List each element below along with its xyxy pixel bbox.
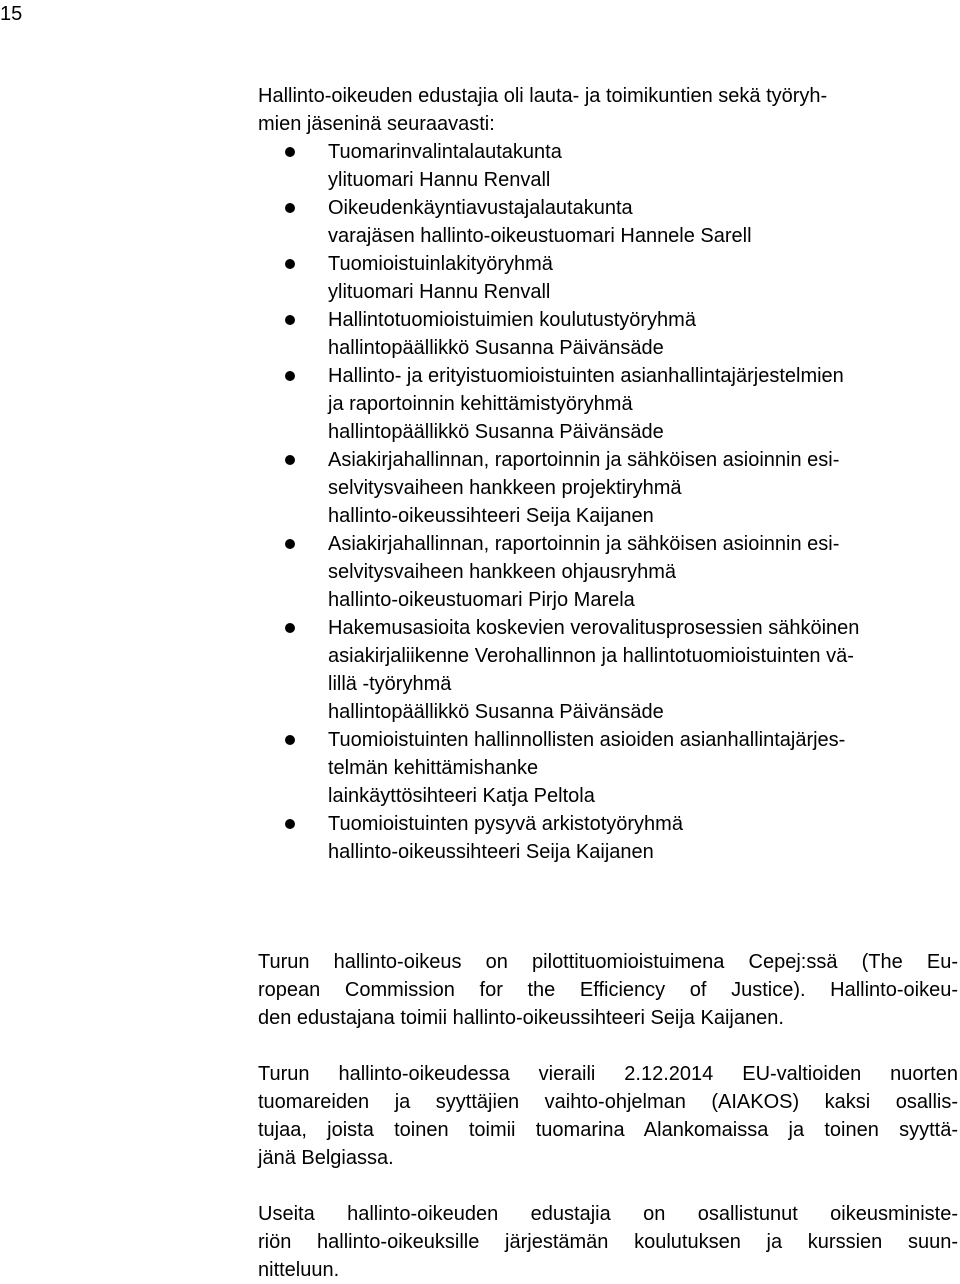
- bullet-icon: [285, 735, 295, 745]
- item-line: ja raportoinnin kehittämistyöryhmä: [328, 393, 633, 415]
- item-line: Oikeudenkäyntiavustajalautakunta: [328, 197, 633, 219]
- item-line: selvitysvaiheen hankkeen ohjausryhmä: [328, 561, 676, 583]
- item-line: selvitysvaiheen hankkeen projektiryhmä: [328, 477, 682, 499]
- bullet-icon: [285, 539, 295, 549]
- paragraph-line: Useita hallinto-oikeuden edustajia on osallistunut oikeusministe-: [258, 1203, 958, 1225]
- intro-line: Hallinto-oikeuden edustajia oli lauta- ja toimikuntien sekä työryh-: [258, 85, 828, 107]
- item-line: hallintopäällikkö Susanna Päivänsäde: [328, 421, 664, 443]
- paragraph-line: Turun hallinto-oikeus on pilottituomioistuimena Cepej:ssä (The Eu-: [258, 951, 958, 973]
- paragraph-line: nitteluun.: [258, 1259, 340, 1281]
- bullet-icon: [285, 455, 295, 465]
- paragraph-training: [258, 1200, 958, 1284]
- paragraph-spacer: [258, 1032, 958, 1060]
- list-item: [258, 446, 958, 530]
- list-item: [258, 194, 958, 250]
- item-line: Asiakirjahallinnan, raportoinnin ja sähköisen asioinnin esi-: [328, 449, 840, 471]
- item-line: asiakirjaliikenne Verohallinnon ja hallintotuomioistuinten vä-: [328, 645, 854, 667]
- bullet-icon: [285, 371, 295, 381]
- list-item: [258, 530, 958, 614]
- item-line: Hallinto- ja erityistuomioistuinten asianhallintajärjestelmien: [328, 365, 844, 387]
- paragraph-line: ropean Commission for the Efficiency of Justice). Hallinto-oikeu-: [258, 979, 958, 1001]
- paragraph-line: riön hallinto-oikeuksille järjestämän koulutuksen ja kurssien suun-: [258, 1231, 958, 1253]
- bullet-icon: [285, 623, 295, 633]
- item-line: lainkäyttösihteeri Katja Peltola: [328, 785, 595, 807]
- bullet-icon: [285, 315, 295, 325]
- paragraph-line: den edustajana toimii hallinto-oikeussihteeri Seija Kaijanen.: [258, 1007, 784, 1029]
- list-item: [258, 306, 958, 362]
- paragraph-line: Turun hallinto-oikeudessa vieraili 2.12.2014 EU-valtioiden nuorten: [258, 1063, 958, 1085]
- item-line: varajäsen hallinto-oikeustuomari Hannele Sarell: [328, 225, 752, 247]
- item-line: Tuomioistuinten pysyvä arkistotyöryhmä: [328, 813, 683, 835]
- item-line: Tuomioistuinlakityöryhmä: [328, 253, 553, 275]
- item-line: lillä -työryhmä: [328, 673, 452, 695]
- list-item: [258, 810, 958, 866]
- item-line: Tuomarinvalintalautakunta: [328, 141, 562, 163]
- list-item: [258, 362, 958, 446]
- document-body: [258, 82, 958, 1284]
- item-line: hallinto-oikeussihteeri Seija Kaijanen: [328, 841, 654, 863]
- bullet-icon: [285, 203, 295, 213]
- paragraph-line: tuomareiden ja syyttäjien vaihto-ohjelman (AIAKOS) kaksi osallis-: [258, 1091, 958, 1113]
- committee-list: [258, 138, 958, 866]
- page-number: 15: [0, 3, 23, 25]
- item-line: Tuomioistuinten hallinnollisten asioiden asianhallintajärjes-: [328, 729, 846, 751]
- item-line: hallinto-oikeustuomari Pirjo Marela: [328, 589, 635, 611]
- item-line: hallintopäällikkö Susanna Päivänsäde: [328, 701, 664, 723]
- list-item: [258, 614, 958, 726]
- bullet-icon: [285, 147, 295, 157]
- bullet-icon: [285, 259, 295, 269]
- paragraph-aiakos: [258, 1060, 958, 1172]
- item-line: Asiakirjahallinnan, raportoinnin ja sähköisen asioinnin esi-: [328, 533, 840, 555]
- list-item: [258, 726, 958, 810]
- intro-text: [258, 82, 958, 138]
- paragraph-cepej: [258, 948, 958, 1032]
- intro-line: mien jäseninä seuraavasti:: [258, 113, 495, 135]
- item-line: Hallintotuomioistuimien koulutustyöryhmä: [328, 309, 696, 331]
- paragraph-spacer: [258, 1172, 958, 1200]
- item-line: hallintopäällikkö Susanna Päivänsäde: [328, 337, 664, 359]
- list-item: [258, 250, 958, 306]
- paragraph-line: tujaa, joista toinen toimii tuomarina Alankomaissa ja toinen syyttä-: [258, 1119, 958, 1141]
- paragraph-line: jänä Belgiassa.: [258, 1147, 394, 1169]
- list-item: [258, 138, 958, 194]
- bullet-icon: [285, 819, 295, 829]
- item-line: telmän kehittämishanke: [328, 757, 539, 779]
- item-line: hallinto-oikeussihteeri Seija Kaijanen: [328, 505, 654, 527]
- item-line: Hakemusasioita koskevien verovalitusprosessien sähköinen: [328, 617, 860, 639]
- item-line: ylituomari Hannu Renvall: [328, 281, 551, 303]
- section-spacer: [258, 866, 958, 948]
- item-line: ylituomari Hannu Renvall: [328, 169, 551, 191]
